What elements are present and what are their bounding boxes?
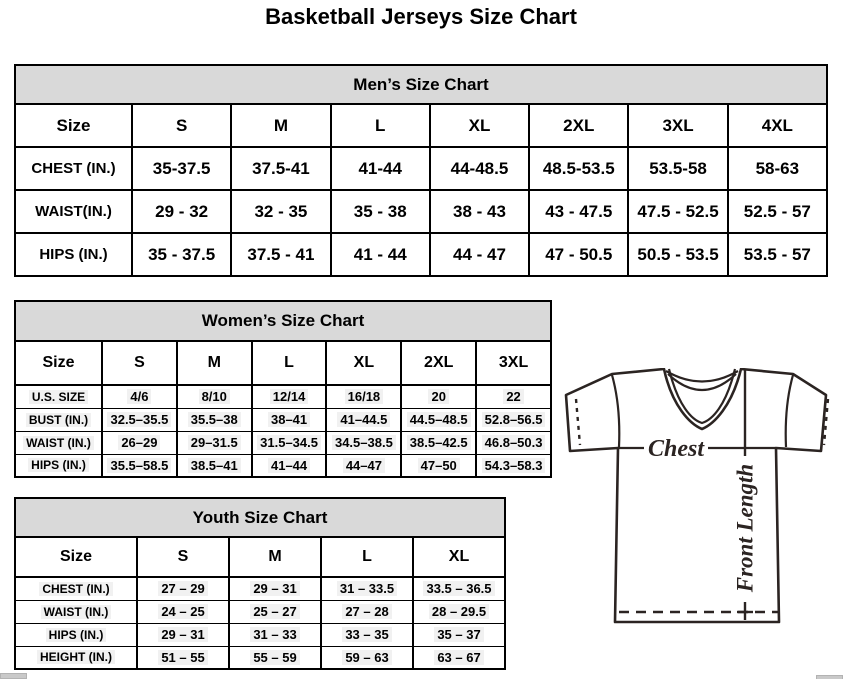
table-row (15, 577, 505, 600)
size-cell: 31 – 33 (229, 623, 321, 646)
column-header: Size (15, 104, 132, 147)
size-cell: 24 – 25 (137, 600, 229, 623)
column-header: M (177, 341, 252, 385)
size-cell: 33.5 – 36.5 (413, 577, 505, 600)
page-title: Basketball Jerseys Size Chart (265, 4, 577, 29)
table-title: Men’s Size Chart (15, 65, 827, 104)
size-cell: 33 – 35 (321, 623, 413, 646)
jersey-armhole-seam-left (612, 375, 619, 447)
size-cell: 12/14 (252, 385, 327, 408)
size-cell: 16/18 (326, 385, 401, 408)
table-row (15, 147, 827, 190)
size-cell: 37.5-41 (231, 147, 330, 190)
size-cell: 51 – 55 (137, 646, 229, 669)
table-row (15, 623, 505, 646)
column-header: Size (15, 341, 102, 385)
jersey-armhole-seam-right (786, 375, 793, 447)
size-cell: 52.8–56.5 (476, 408, 551, 431)
size-cell: 38 - 43 (430, 190, 529, 233)
size-cell: 29 - 32 (132, 190, 231, 233)
size-cell: 50.5 - 53.5 (628, 233, 727, 276)
column-header: XL (326, 341, 401, 385)
row-label: WAIST(IN.) (15, 190, 132, 233)
row-label: CHEST (IN.) (15, 147, 132, 190)
size-cell: 29 – 31 (229, 577, 321, 600)
size-cell: 38.5–42.5 (401, 431, 476, 454)
column-header: M (229, 537, 321, 577)
row-label: HEIGHT (IN.) (15, 646, 137, 669)
mens-size-chart-table (14, 64, 828, 277)
table-row (15, 646, 505, 669)
row-label: WAIST (IN.) (15, 431, 102, 454)
column-header: S (137, 537, 229, 577)
size-cell: 41-44 (331, 147, 430, 190)
table-row (15, 454, 551, 477)
size-cell: 4/6 (102, 385, 177, 408)
size-cell: 47 - 50.5 (529, 233, 628, 276)
size-cell: 59 – 63 (321, 646, 413, 669)
size-cell: 44-48.5 (430, 147, 529, 190)
scrollbar-thumb-right[interactable] (816, 675, 843, 679)
row-label: HIPS (IN.) (15, 233, 132, 276)
size-cell: 46.8–50.3 (476, 431, 551, 454)
size-cell: 53.5-58 (628, 147, 727, 190)
size-cell: 48.5-53.5 (529, 147, 628, 190)
size-cell: 55 – 59 (229, 646, 321, 669)
size-cell: 43 - 47.5 (529, 190, 628, 233)
size-cell: 31 – 33.5 (321, 577, 413, 600)
size-cell: 41–44 (252, 454, 327, 477)
table-row (15, 233, 827, 276)
column-header: S (102, 341, 177, 385)
row-label: WAIST (IN.) (15, 600, 137, 623)
womens-size-chart-table (14, 300, 552, 478)
size-cell: 29–31.5 (177, 431, 252, 454)
table-row (15, 190, 827, 233)
size-cell: 35 – 37 (413, 623, 505, 646)
column-header: L (252, 341, 327, 385)
column-header: 2XL (401, 341, 476, 385)
column-header: S (132, 104, 231, 147)
size-cell: 25 – 27 (229, 600, 321, 623)
column-header: XL (430, 104, 529, 147)
size-cell: 38–41 (252, 408, 327, 431)
column-header: L (331, 104, 430, 147)
size-cell: 35 - 37.5 (132, 233, 231, 276)
size-cell: 53.5 - 57 (728, 233, 827, 276)
column-header: 4XL (728, 104, 827, 147)
column-header: 3XL (476, 341, 551, 385)
size-cell: 41–44.5 (326, 408, 401, 431)
size-cell: 35-37.5 (132, 147, 231, 190)
size-cell: 29 – 31 (137, 623, 229, 646)
row-label: U.S. SIZE (15, 385, 102, 408)
size-cell: 27 – 29 (137, 577, 229, 600)
size-cell: 54.3–58.3 (476, 454, 551, 477)
jersey-measurement-diagram (562, 368, 843, 631)
table-row (15, 385, 551, 408)
table-row (15, 431, 551, 454)
column-header: 3XL (628, 104, 727, 147)
size-cell: 31.5–34.5 (252, 431, 327, 454)
size-cell: 32.5–35.5 (102, 408, 177, 431)
table-title: Youth Size Chart (15, 498, 505, 537)
size-cell: 44–47 (326, 454, 401, 477)
size-cell: 20 (401, 385, 476, 408)
size-cell: 35 - 38 (331, 190, 430, 233)
size-cell: 8/10 (177, 385, 252, 408)
column-header: Size (15, 537, 137, 577)
column-header: M (231, 104, 330, 147)
row-label: HIPS (IN.) (15, 454, 102, 477)
size-cell: 52.5 - 57 (728, 190, 827, 233)
chest-label: Chest (647, 436, 705, 462)
size-cell: 63 – 67 (413, 646, 505, 669)
size-cell: 32 - 35 (231, 190, 330, 233)
size-cell: 47.5 - 52.5 (628, 190, 727, 233)
row-label: CHEST (IN.) (15, 577, 137, 600)
column-header: L (321, 537, 413, 577)
size-cell: 38.5–41 (177, 454, 252, 477)
table-row (15, 408, 551, 431)
size-cell: 41 - 44 (331, 233, 430, 276)
size-cell: 58-63 (728, 147, 827, 190)
size-cell: 22 (476, 385, 551, 408)
size-cell: 37.5 - 41 (231, 233, 330, 276)
size-cell: 26–29 (102, 431, 177, 454)
size-cell: 35.5–38 (177, 408, 252, 431)
table-title: Women’s Size Chart (15, 301, 551, 341)
scrollbar-thumb-left[interactable] (0, 673, 27, 679)
row-label: BUST (IN.) (15, 408, 102, 431)
size-cell: 28 – 29.5 (413, 600, 505, 623)
size-cell: 44 - 47 (430, 233, 529, 276)
size-cell: 47–50 (401, 454, 476, 477)
size-cell: 34.5–38.5 (326, 431, 401, 454)
front-length-label: Front Length (732, 463, 758, 593)
size-cell: 27 – 28 (321, 600, 413, 623)
column-header: XL (413, 537, 505, 577)
table-row (15, 600, 505, 623)
youth-size-chart-table (14, 497, 506, 670)
size-cell: 44.5–48.5 (401, 408, 476, 431)
size-cell: 35.5–58.5 (102, 454, 177, 477)
row-label: HIPS (IN.) (15, 623, 137, 646)
column-header: 2XL (529, 104, 628, 147)
sleeve-cuff-dashed-line-left (576, 399, 580, 445)
